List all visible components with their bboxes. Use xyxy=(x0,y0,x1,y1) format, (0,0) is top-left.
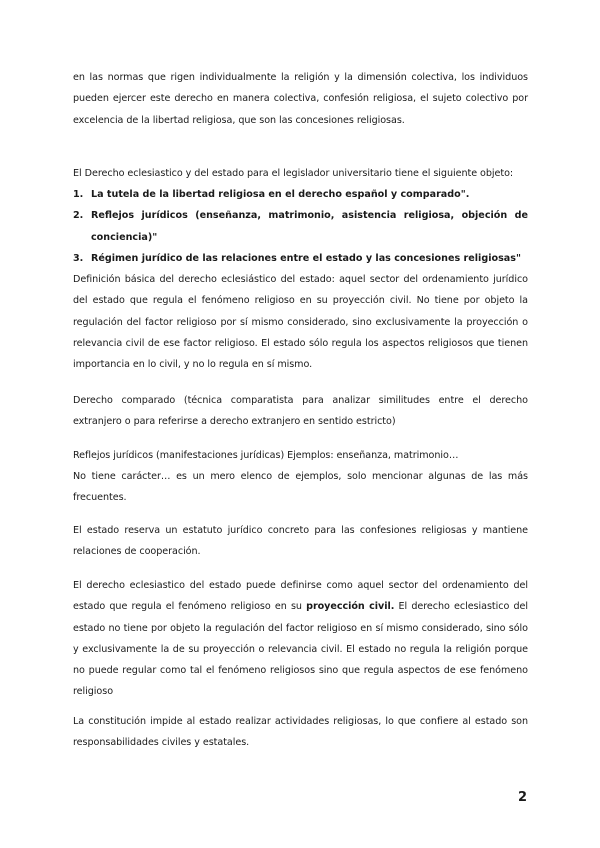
proyeccion-civil-emphasis: proyección civil. xyxy=(306,601,395,613)
list-item xyxy=(73,184,528,205)
paragraph-definicion-basica: Definición básica del derecho eclesiástico del estado: aquel sector del ordenamiento jurídico del estado que regula el fenómeno religioso en su proyección civil. No tiene por objeto la regulación del factor religioso por sí mismo considerado, sino exclusivamente la proyección o relevancia civil de ese factor religioso. El estado sólo regula los aspectos religiosos que tienen importancia en lo civil, y no lo regula en sí mismo. xyxy=(73,274,528,371)
list-item-text: La tutela de la libertad religiosa en el derecho español y comparado". xyxy=(91,189,470,200)
paragraph-text: El derecho eclesiastico del estado no tiene por objeto la regulación del factor religioso en sí mismo considerado, sino sólo y exclusivamente la de su proyección o relevancia civil. El estado no regula la religión porque no puede regular como tal el fenómeno religiosos sino que regula aspectos de ese fenómeno religioso xyxy=(73,601,528,698)
paragraph-derecho-eclesiastico-definicion xyxy=(73,575,528,703)
paragraph-objeto-intro: El Derecho eclesiastico y del estado para el legislador universitario tiene el siguiente objeto: xyxy=(73,168,514,179)
list-item-number: 3. xyxy=(73,252,84,264)
paragraph-derecho-comparado: Derecho comparado (técnica comparatista para analizar similitudes entre el derecho extranjero o para referirse a derecho extranjero en sentido estricto) xyxy=(73,395,528,428)
paragraph-elenco-ejemplos: No tiene carácter… es un mero elenco de ejemplos, solo mencionar algunas de las más frecuentes. xyxy=(73,471,528,504)
list-item-number: 1. xyxy=(73,189,84,200)
paragraph-libertad-colectiva: en las normas que rigen individualmente la religión y la dimensión colectiva, los individuos pueden ejercer este derecho en manera colectiva, confesión religiosa, el sujeto colectivo por excelencia de la libertad religiosa, que son las concesiones religiosas. xyxy=(73,72,528,126)
list-item xyxy=(73,205,528,248)
list-item xyxy=(73,248,528,269)
list-item-text: Reflejos jurídicos (enseñanza, matrimonio, asistencia religiosa, objeción de conciencia)" xyxy=(91,210,528,243)
paragraph-constitucion: La constitución impide al estado realizar actividades religiosas, lo que confiere al estado son responsabilidades civiles y estatales. xyxy=(73,716,528,749)
paragraph-reflejos-juridicos: Reflejos jurídicos (manifestaciones jurídicas) Ejemplos: enseñanza, matrimonio… xyxy=(73,450,459,461)
list-item-text: Régimen jurídico de las relaciones entre el estado y las concesiones religiosas" xyxy=(91,252,521,264)
objeto-list xyxy=(73,184,528,269)
paragraph-estatuto-juridico: El estado reserva un estatuto jurídico concreto para las confesiones religiosas y mantiene relaciones de cooperación. xyxy=(73,525,528,558)
page-number: 2 xyxy=(517,790,527,805)
list-item-number: 2. xyxy=(73,210,84,222)
paragraph-text: El derecho eclesiastico del estado puede definirse como aquel sector del ordenamiento del estado que regula el fenómeno religioso en su xyxy=(73,580,528,613)
